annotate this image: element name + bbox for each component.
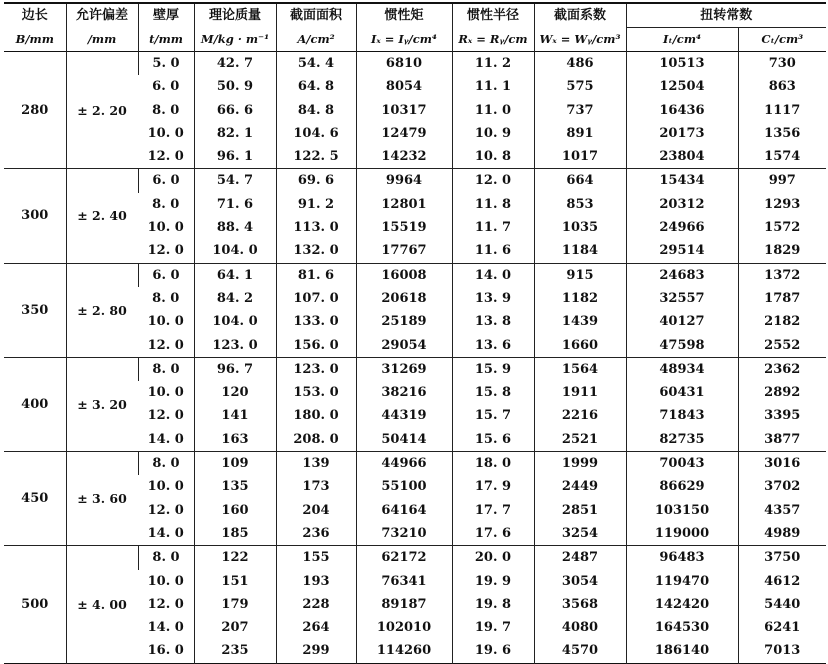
it-cell: 103150 — [626, 499, 738, 522]
modulus-cell: 2851 — [534, 499, 626, 522]
modulus-cell: 3254 — [534, 522, 626, 546]
ct-cell: 4989 — [738, 522, 826, 546]
ct-cell: 1293 — [738, 193, 826, 216]
area-cell: 204 — [276, 499, 356, 522]
it-cell: 60431 — [626, 381, 738, 404]
table-row — [4, 263, 826, 287]
ct-cell: 730 — [738, 52, 826, 76]
mass-cell: 179 — [194, 593, 276, 616]
side-length-cell: 280 — [21, 102, 49, 118]
inertia-cell: 76341 — [356, 570, 452, 593]
modulus-cell: 1035 — [534, 216, 626, 239]
radius-cell: 20. 0 — [452, 546, 534, 570]
modulus-cell: 664 — [534, 169, 626, 193]
it-cell: 20312 — [626, 193, 738, 216]
tolerance-cell: ± 3. 60 — [66, 452, 138, 546]
radius-cell: 11. 2 — [452, 52, 534, 76]
it-cell: 24683 — [626, 263, 738, 287]
area-cell: 132. 0 — [276, 239, 356, 263]
wall-cell: 10. 0 — [147, 125, 184, 141]
area-cell: 180. 0 — [276, 404, 356, 427]
ct-cell: 3750 — [738, 546, 826, 570]
group-450 — [4, 452, 826, 546]
modulus-cell: 891 — [534, 122, 626, 145]
area-cell: 299 — [276, 639, 356, 663]
it-cell: 12504 — [626, 75, 738, 98]
table-row — [4, 169, 826, 193]
area-cell: 122. 5 — [276, 145, 356, 169]
modulus-cell: 1182 — [534, 287, 626, 310]
it-cell: 20173 — [626, 122, 738, 145]
unit-modulus: Wₓ = Wᵧ/cm³ — [534, 28, 626, 52]
it-cell: 29514 — [626, 239, 738, 263]
header-radius-of-gyration: 惯性半径 — [452, 3, 534, 28]
mass-cell: 235 — [194, 639, 276, 663]
radius-cell: 14. 0 — [452, 263, 534, 287]
mass-cell: 42. 7 — [194, 52, 276, 76]
mass-cell: 71. 6 — [194, 193, 276, 216]
it-cell: 16436 — [626, 99, 738, 122]
wall-cell: 8. 0 — [152, 102, 180, 118]
wall-cell: 8. 0 — [138, 357, 194, 381]
area-cell: 155 — [276, 546, 356, 570]
header-moment-of-inertia: 惯性矩 — [356, 3, 452, 28]
it-cell: 24966 — [626, 216, 738, 239]
mass-cell: 141 — [194, 404, 276, 427]
it-cell: 82735 — [626, 428, 738, 452]
ct-cell: 1574 — [738, 145, 826, 169]
ct-cell: 4357 — [738, 499, 826, 522]
radius-cell: 17. 7 — [452, 499, 534, 522]
mass-cell: 122 — [194, 546, 276, 570]
mass-cell: 135 — [194, 475, 276, 498]
radius-cell: 11. 1 — [452, 75, 534, 98]
modulus-cell: 853 — [534, 193, 626, 216]
tolerance-cell: ± 2. 40 — [66, 169, 138, 263]
mass-cell: 151 — [194, 570, 276, 593]
modulus-cell: 2487 — [534, 546, 626, 570]
wall-cell: 8. 0 — [138, 546, 194, 570]
it-cell: 48934 — [626, 357, 738, 381]
ct-cell: 3395 — [738, 404, 826, 427]
radius-cell: 11. 0 — [452, 99, 534, 122]
wall-cell: 12. 0 — [147, 149, 184, 165]
inertia-cell: 38216 — [356, 381, 452, 404]
group-400 — [4, 357, 826, 451]
radius-cell: 15. 8 — [452, 381, 534, 404]
unit-area: A/cm² — [276, 28, 356, 52]
wall-cell: 8. 0 — [152, 196, 180, 212]
mass-cell: 66. 6 — [194, 99, 276, 122]
wall-cell: 14. 0 — [147, 431, 184, 447]
mass-cell: 88. 4 — [194, 216, 276, 239]
mass-cell: 96. 1 — [194, 145, 276, 169]
area-cell: 236 — [276, 522, 356, 546]
inertia-cell: 10317 — [356, 99, 452, 122]
ct-cell: 1117 — [738, 99, 826, 122]
area-cell: 107. 0 — [276, 287, 356, 310]
ct-cell: 2552 — [738, 334, 826, 358]
area-cell: 228 — [276, 593, 356, 616]
mass-cell: 163 — [194, 428, 276, 452]
inertia-cell: 8054 — [356, 75, 452, 98]
modulus-cell: 486 — [534, 52, 626, 76]
inertia-cell: 31269 — [356, 357, 452, 381]
inertia-cell: 44966 — [356, 452, 452, 476]
inertia-cell: 44319 — [356, 404, 452, 427]
ct-cell: 2362 — [738, 357, 826, 381]
mass-cell: 104. 0 — [194, 310, 276, 333]
area-cell: 153. 0 — [276, 381, 356, 404]
mass-cell: 185 — [194, 522, 276, 546]
mass-cell: 82. 1 — [194, 122, 276, 145]
mass-cell: 109 — [194, 452, 276, 476]
group-300 — [4, 169, 826, 263]
inertia-cell: 20618 — [356, 287, 452, 310]
ct-cell: 3702 — [738, 475, 826, 498]
area-cell: 264 — [276, 616, 356, 639]
wall-cell: 8. 0 — [138, 452, 194, 476]
inertia-cell: 29054 — [356, 334, 452, 358]
ct-cell: 1829 — [738, 239, 826, 263]
section-properties-table — [4, 2, 826, 664]
tolerance-cell: ± 4. 00 — [66, 546, 138, 663]
radius-cell: 17. 9 — [452, 475, 534, 498]
header-side-length: 边长 — [4, 3, 66, 28]
inertia-cell: 17767 — [356, 239, 452, 263]
it-cell: 23804 — [626, 145, 738, 169]
ct-cell: 1356 — [738, 122, 826, 145]
modulus-cell: 1184 — [534, 239, 626, 263]
it-cell: 15434 — [626, 169, 738, 193]
radius-cell: 11. 8 — [452, 193, 534, 216]
unit-it: Iₜ/cm⁴ — [626, 28, 738, 52]
modulus-cell: 1999 — [534, 452, 626, 476]
inertia-cell: 15519 — [356, 216, 452, 239]
inertia-cell: 64164 — [356, 499, 452, 522]
inertia-cell: 62172 — [356, 546, 452, 570]
unit-side: B/mm — [15, 31, 54, 46]
radius-cell: 19. 6 — [452, 639, 534, 663]
it-cell: 186140 — [626, 639, 738, 663]
ct-cell: 2892 — [738, 381, 826, 404]
area-cell: 69. 6 — [276, 169, 356, 193]
side-length-cell: 300 — [21, 208, 49, 224]
modulus-cell: 1660 — [534, 334, 626, 358]
header-wall-thickness: 壁厚 — [138, 3, 194, 28]
mass-cell: 123. 0 — [194, 334, 276, 358]
ct-cell: 1372 — [738, 263, 826, 287]
area-cell: 64. 8 — [276, 75, 356, 98]
unit-wall: t/mm — [138, 28, 194, 52]
wall-cell: 10. 0 — [147, 314, 184, 330]
wall-cell: 8. 0 — [152, 290, 180, 306]
header-section-modulus: 截面系数 — [534, 3, 626, 28]
group-280 — [4, 52, 826, 169]
tolerance-cell: ± 2. 80 — [66, 263, 138, 357]
tolerance-cell: ± 2. 20 — [66, 52, 138, 169]
wall-cell: 10. 0 — [147, 573, 184, 589]
ct-cell: 6241 — [738, 616, 826, 639]
wall-cell: 10. 0 — [147, 385, 184, 401]
area-cell: 54. 4 — [276, 52, 356, 76]
group-500 — [4, 546, 826, 663]
modulus-cell: 3568 — [534, 593, 626, 616]
wall-cell: 6. 0 — [152, 79, 180, 95]
it-cell: 164530 — [626, 616, 738, 639]
unit-ct: Cₜ/cm³ — [738, 28, 826, 52]
mass-cell: 84. 2 — [194, 287, 276, 310]
mass-cell: 207 — [194, 616, 276, 639]
ct-cell: 997 — [738, 169, 826, 193]
wall-cell: 14. 0 — [147, 620, 184, 636]
inertia-cell: 73210 — [356, 522, 452, 546]
modulus-cell: 1911 — [534, 381, 626, 404]
section-properties-table-container — [4, 2, 826, 664]
radius-cell: 10. 8 — [452, 145, 534, 169]
wall-cell: 14. 0 — [147, 525, 184, 541]
wall-cell: 12. 0 — [147, 502, 184, 518]
modulus-cell: 575 — [534, 75, 626, 98]
modulus-cell: 2521 — [534, 428, 626, 452]
side-length-cell: 450 — [21, 490, 49, 506]
modulus-cell: 4080 — [534, 616, 626, 639]
it-cell: 40127 — [626, 310, 738, 333]
area-cell: 113. 0 — [276, 216, 356, 239]
radius-cell: 15. 7 — [452, 404, 534, 427]
side-length-cell: 500 — [21, 596, 49, 612]
ct-cell: 5440 — [738, 593, 826, 616]
it-cell: 142420 — [626, 593, 738, 616]
ct-cell: 1572 — [738, 216, 826, 239]
modulus-cell: 1017 — [534, 145, 626, 169]
mass-cell: 64. 1 — [194, 263, 276, 287]
it-cell: 70043 — [626, 452, 738, 476]
radius-cell: 13. 6 — [452, 334, 534, 358]
ct-cell: 4612 — [738, 570, 826, 593]
area-cell: 173 — [276, 475, 356, 498]
table-row — [4, 357, 826, 381]
ct-cell: 3877 — [738, 428, 826, 452]
header-torsion-constant: 扭转常数 — [626, 3, 826, 28]
table-row — [4, 546, 826, 570]
area-cell: 104. 6 — [276, 122, 356, 145]
inertia-cell: 12479 — [356, 122, 452, 145]
it-cell: 32557 — [626, 287, 738, 310]
inertia-cell: 25189 — [356, 310, 452, 333]
ct-cell: 1787 — [738, 287, 826, 310]
area-cell: 208. 0 — [276, 428, 356, 452]
wall-cell: 12. 0 — [147, 408, 184, 424]
it-cell: 71843 — [626, 404, 738, 427]
ct-cell: 863 — [738, 75, 826, 98]
inertia-cell: 6810 — [356, 52, 452, 76]
inertia-cell: 102010 — [356, 616, 452, 639]
unit-inertia: Iₓ = Iᵧ/cm⁴ — [356, 28, 452, 52]
area-cell: 139 — [276, 452, 356, 476]
mass-cell: 96. 7 — [194, 357, 276, 381]
wall-cell: 10. 0 — [147, 220, 184, 236]
modulus-cell: 2449 — [534, 475, 626, 498]
wall-cell: 12. 0 — [147, 596, 184, 612]
mass-cell: 104. 0 — [194, 239, 276, 263]
radius-cell: 13. 9 — [452, 287, 534, 310]
radius-cell: 15. 6 — [452, 428, 534, 452]
ct-cell: 3016 — [738, 452, 826, 476]
modulus-cell: 737 — [534, 99, 626, 122]
inertia-cell: 16008 — [356, 263, 452, 287]
unit-mass: M/kg · m⁻¹ — [194, 28, 276, 52]
it-cell: 119000 — [626, 522, 738, 546]
inertia-cell: 12801 — [356, 193, 452, 216]
unit-radius: Rₓ = Rᵧ/cm — [452, 28, 534, 52]
inertia-cell: 55100 — [356, 475, 452, 498]
radius-cell: 13. 8 — [452, 310, 534, 333]
radius-cell: 10. 9 — [452, 122, 534, 145]
radius-cell: 19. 8 — [452, 593, 534, 616]
modulus-cell: 1564 — [534, 357, 626, 381]
wall-cell: 10. 0 — [147, 479, 184, 495]
side-length-cell: 400 — [21, 396, 49, 412]
modulus-cell: 1439 — [534, 310, 626, 333]
it-cell: 10513 — [626, 52, 738, 76]
inertia-cell: 89187 — [356, 593, 452, 616]
mass-cell: 50. 9 — [194, 75, 276, 98]
radius-cell: 17. 6 — [452, 522, 534, 546]
modulus-cell: 3054 — [534, 570, 626, 593]
modulus-cell: 2216 — [534, 404, 626, 427]
radius-cell: 18. 0 — [452, 452, 534, 476]
table-row — [4, 452, 826, 476]
side-length-cell: 350 — [21, 302, 49, 318]
area-cell: 123. 0 — [276, 357, 356, 381]
wall-cell: 12. 0 — [147, 337, 184, 353]
inertia-cell: 9964 — [356, 169, 452, 193]
table-row — [4, 52, 826, 76]
inertia-cell: 14232 — [356, 145, 452, 169]
header-tolerance: 允许偏差 — [66, 3, 138, 28]
radius-cell: 11. 6 — [452, 239, 534, 263]
area-cell: 133. 0 — [276, 310, 356, 333]
group-350 — [4, 263, 826, 357]
radius-cell: 15. 9 — [452, 357, 534, 381]
area-cell: 91. 2 — [276, 193, 356, 216]
table-header — [4, 3, 826, 52]
it-cell: 96483 — [626, 546, 738, 570]
unit-tolerance: /mm — [66, 28, 138, 52]
mass-cell: 54. 7 — [194, 169, 276, 193]
wall-cell: 6. 0 — [138, 263, 194, 287]
tolerance-cell: ± 3. 20 — [66, 357, 138, 451]
modulus-cell: 915 — [534, 263, 626, 287]
radius-cell: 12. 0 — [452, 169, 534, 193]
it-cell: 119470 — [626, 570, 738, 593]
it-cell: 86629 — [626, 475, 738, 498]
wall-cell: 16. 0 — [147, 643, 184, 659]
area-cell: 81. 6 — [276, 263, 356, 287]
radius-cell: 19. 9 — [452, 570, 534, 593]
inertia-cell: 50414 — [356, 428, 452, 452]
it-cell: 47598 — [626, 334, 738, 358]
radius-cell: 19. 7 — [452, 616, 534, 639]
modulus-cell: 4570 — [534, 639, 626, 663]
header-section-area: 截面面积 — [276, 3, 356, 28]
ct-cell: 2182 — [738, 310, 826, 333]
ct-cell: 7013 — [738, 639, 826, 663]
area-cell: 193 — [276, 570, 356, 593]
header-theoretical-mass: 理论质量 — [194, 3, 276, 28]
mass-cell: 160 — [194, 499, 276, 522]
area-cell: 156. 0 — [276, 334, 356, 358]
wall-cell: 6. 0 — [138, 169, 194, 193]
mass-cell: 120 — [194, 381, 276, 404]
wall-cell: 12. 0 — [147, 243, 184, 259]
area-cell: 84. 8 — [276, 99, 356, 122]
inertia-cell: 114260 — [356, 639, 452, 663]
wall-cell: 5. 0 — [138, 52, 194, 76]
radius-cell: 11. 7 — [452, 216, 534, 239]
